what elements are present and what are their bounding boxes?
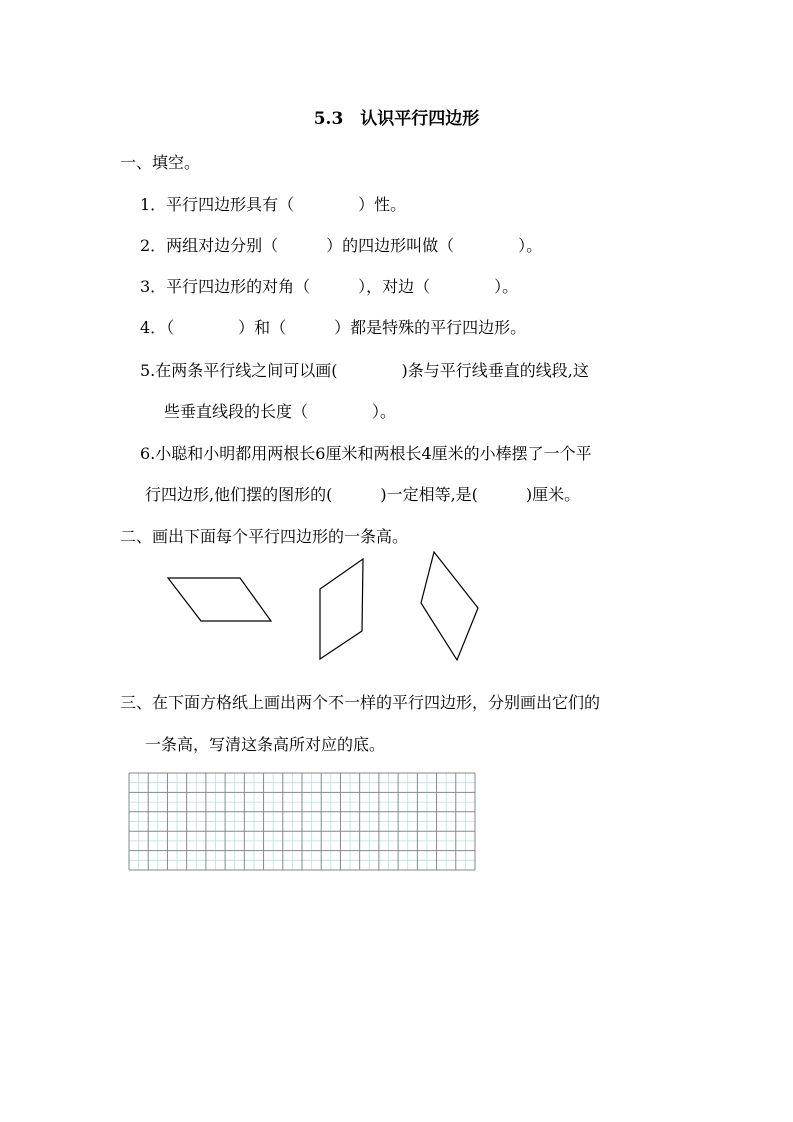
question-6-line-2: 行四边形,他们摆的图形的( )一定相等,是( )厘米。	[145, 485, 581, 504]
question-1: 1．平行四边形具有（ ）性。	[140, 195, 407, 214]
question-2: 2．两组对边分别（ ）的四边形叫做（ ）。	[140, 236, 543, 255]
section-2-heading: 二、画出下面每个平行四边形的一条高。	[120, 527, 409, 546]
section-1-heading: 一、填空。	[120, 153, 201, 172]
section-3-heading-line-2: 一条高，写清这条高所对应的底。	[145, 735, 386, 754]
question-5-line-2: 些垂直线段的长度（ ）。	[164, 402, 397, 421]
question-6-line-1: 6.小聪和小明都用两根长6厘米和两根长4厘米的小棒摆了一个平	[140, 444, 592, 463]
question-5-line-1: 5.在两条平行线之间可以画( )条与平行线垂直的线段,这	[140, 361, 589, 380]
question-4: 4．（ ）和（ ）都是特殊的平行四边形。	[140, 318, 527, 337]
section-3-heading-line-1: 三、在下面方格纸上画出两个不一样的平行四边形，分别画出它们的	[120, 693, 601, 712]
question-3: 3．平行四边形的对角（ ），对边（ ）。	[140, 277, 519, 296]
page-title: 5.3 认识平行四边形	[313, 109, 480, 129]
